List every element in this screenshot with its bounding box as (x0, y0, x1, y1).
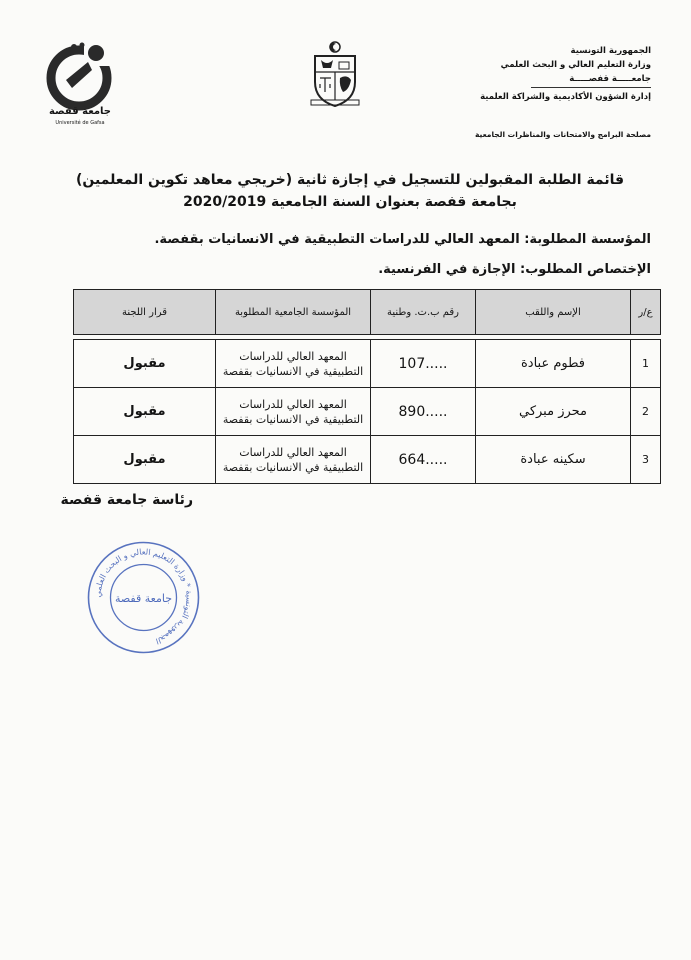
ministry-line: جامعـــــة قفصـــــة (569, 74, 651, 84)
row-institution (216, 388, 371, 436)
header-divider (531, 87, 651, 88)
requested-specialty: الإختصاص المطلوب: الإجازة في الفرنسية. (378, 262, 651, 277)
ministry-line: وزارة التعليم العالي و البحث العلمي (500, 60, 651, 70)
row-institution (216, 340, 371, 388)
row-cin: 107..... (371, 340, 476, 388)
row-num: 1 (631, 340, 661, 388)
header-num: ع/ر (631, 290, 661, 335)
table-row (74, 388, 661, 436)
row-institution-line2: التطبيقية في الانسانيات بقفصة (222, 364, 364, 378)
row-num: 2 (631, 388, 661, 436)
row-name: سكينه عبادة (476, 436, 631, 484)
table-header-row (74, 290, 661, 335)
row-institution-line2: التطبيقية في الانسانيات بقفصة (222, 412, 364, 426)
header-cin: رقم ب.ت. وطنية (371, 290, 476, 335)
row-cin: 664..... (371, 436, 476, 484)
row-institution-line1: المعهد العالي للدراسات (239, 349, 347, 363)
ministry-header (461, 44, 651, 104)
university-logo-text: جامعة قفصة (48, 106, 111, 117)
table-row (74, 436, 661, 484)
row-institution-line2: التطبيقية في الانسانيات بقفصة (222, 460, 364, 474)
row-decision: مقبول (74, 436, 216, 484)
header-institution: المؤسسة الجامعية المطلوبة (216, 290, 371, 335)
official-stamp (86, 540, 201, 655)
header-name: الإسم واللقب (476, 290, 631, 335)
document-title: قائمة الطلبة المقبولين للتسجيل في إجازة ثانية (خريجي معاهد تكوين المعلمين) (75, 172, 625, 188)
row-cin: 890..... (371, 388, 476, 436)
admitted-students-table (73, 289, 661, 484)
requested-institution: المؤسسة المطلوبة: المعهد العالي للدراسات التطبيقية في الانسانيات بقفصة. (154, 232, 651, 247)
row-institution (216, 436, 371, 484)
service-name: مصلحة البرامج والامتحانات والمناظرات الجامعية (474, 130, 651, 139)
university-logo-text-fr: Université de Gafsa (55, 120, 105, 126)
stamp-ring-text: الجمهورية التونسية * وزارة التعليم العالي و البحث العلمي (93, 547, 194, 646)
header-decision: قرار اللجنة (74, 290, 216, 335)
ministry-line: إدارة الشؤون الأكاديمية والشراكة العلمية (480, 92, 651, 102)
row-name: محرز مبركي (476, 388, 631, 436)
row-num: 3 (631, 436, 661, 484)
document-subtitle: بجامعة قفصة بعنوان السنة الجامعية 2020/2019 (183, 194, 517, 210)
coat-of-arms-emblem (305, 40, 365, 110)
row-institution-line1: المعهد العالي للدراسات (239, 397, 347, 411)
stamp-center-text: جامعة قفصة (114, 592, 173, 605)
ministry-line: الجمهورية التونسية (570, 46, 651, 56)
row-institution-line1: المعهد العالي للدراسات (239, 445, 347, 459)
row-name: فطوم عبادة (476, 340, 631, 388)
signature-text: رئاسة جامعة قفصة (60, 492, 193, 508)
table-row (74, 340, 661, 388)
row-decision: مقبول (74, 388, 216, 436)
row-decision: مقبول (74, 340, 216, 388)
